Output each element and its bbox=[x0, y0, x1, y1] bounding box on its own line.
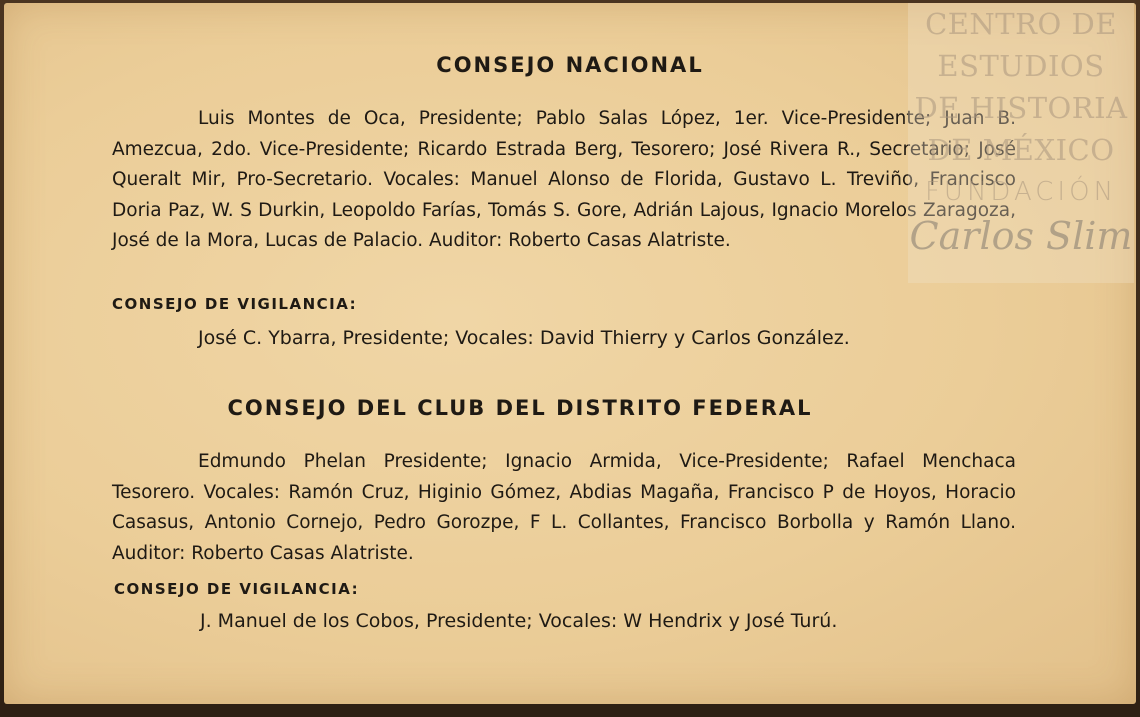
watermark-line: CENTRO DE bbox=[925, 7, 1117, 41]
document-card bbox=[4, 3, 1136, 704]
heading-consejo-club: CONSEJO DEL CLUB DEL DISTRITO FEDERAL bbox=[227, 396, 813, 420]
heading-consejo-nacional: CONSEJO NACIONAL bbox=[436, 53, 704, 77]
consejo-nacional-text bbox=[112, 104, 1016, 257]
watermark-logo bbox=[908, 3, 1134, 283]
watermark-line: DE HISTORIA bbox=[914, 91, 1128, 125]
watermark-line: FUNDACIÓN bbox=[924, 177, 1118, 207]
heading-vigilancia-nacional: CONSEJO DE VIGILANCIA: bbox=[112, 295, 358, 313]
consejo-club-body: Edmundo Phelan Presidente; Ignacio Armida, Vice-Presidente; Rafael Menchaca Tesorero. Vocales: Ramón Cruz, Higinio Gómez, Abdias Magaña, Francisco P de Hoyos, Horacio Casasus, Antonio Cornejo, Pedro Gorozpe, F L. Collantes, Francisco Borbolla y Ramón Llano. Auditor: Roberto Casas Alatriste. bbox=[112, 451, 1016, 564]
vigilancia-nacional-text: José C. Ybarra, Presidente; Vocales: David Thierry y Carlos González. bbox=[198, 327, 850, 349]
consejo-club-text bbox=[112, 447, 1016, 569]
watermark-line: ESTUDIOS bbox=[937, 49, 1105, 83]
vigilancia-club-text: J. Manuel de los Cobos, Presidente; Vocales: W Hendrix y José Turú. bbox=[200, 610, 838, 632]
heading-vigilancia-club: CONSEJO DE VIGILANCIA: bbox=[114, 580, 360, 598]
consejo-nacional-body: Luis Montes de Oca, Presidente; Pablo Salas López, 1er. Vice-Presidente; Juan B. Amezcua, 2do. Vice-Presidente; Ricardo Estrada Berg, Tesorero; José Rivera R., Secretario; José Queralt Mir, Pro-Secretario. Vocales: Manuel Alonso de Florida, Gustavo L. Treviño, Francisco Doria Paz, W. S Durkin, Leopoldo Farías, Tomás S. Gore, Adrián Lajous, Ignacio Morelos Zaragoza, José de la Mora, Lucas de Palacio. Auditor: Roberto Casas Alatriste. bbox=[112, 108, 1016, 251]
watermark-line: DE MÉXICO bbox=[927, 133, 1115, 167]
watermark-signature: Carlos Slim bbox=[909, 214, 1133, 258]
